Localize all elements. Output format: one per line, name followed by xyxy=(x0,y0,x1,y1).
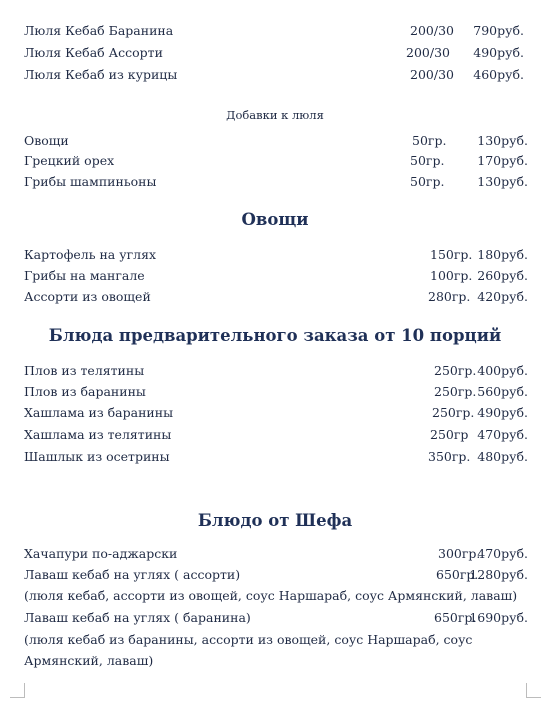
item-weight: 200/30 xyxy=(410,67,454,82)
item-price: 480руб. xyxy=(477,449,528,464)
menu-item-row xyxy=(24,267,528,285)
item-name: Люля Кебаб из курицы xyxy=(24,67,178,82)
item-description: (люля кебаб, ассорти из овощей, соус Наршараб, соус Армянский, лаваш) xyxy=(24,588,518,603)
menu-item-row xyxy=(24,132,528,150)
menu-item-row xyxy=(24,404,528,422)
item-weight: 250гр. xyxy=(432,405,475,420)
menu-item-row xyxy=(24,448,528,466)
item-price: 130руб. xyxy=(477,133,528,148)
item-price: 490руб. xyxy=(473,45,524,60)
item-price: 790руб. xyxy=(473,23,524,38)
item-name: Хашлама из баранины xyxy=(24,405,174,420)
menu-item-row xyxy=(24,22,528,40)
item-weight: 50гр. xyxy=(410,174,445,189)
item-name: Лаваш кебаб на углях ( баранина) xyxy=(24,610,251,625)
item-description: (люля кебаб из баранины, ассорти из овощей, соус Наршараб, соус Армянский, лаваш) xyxy=(24,632,473,668)
menu-item-row xyxy=(24,66,528,84)
item-price: 180руб. xyxy=(477,247,528,262)
item-name: Люля Кебаб Ассорти xyxy=(24,45,163,60)
item-price: 1280руб. xyxy=(469,567,528,582)
item-price: 470руб. xyxy=(477,427,528,442)
item-name: Плов из баранины xyxy=(24,384,146,399)
item-name: Грибы на мангале xyxy=(24,268,145,283)
section-heading: Овощи xyxy=(241,210,309,229)
item-price: 490руб. xyxy=(477,405,528,420)
item-price: 170руб. xyxy=(477,153,528,168)
item-weight: 200/30 xyxy=(406,45,450,60)
item-price: 560руб. xyxy=(477,384,528,399)
item-weight: 650гр. xyxy=(434,610,477,625)
item-weight: 250гр. xyxy=(434,363,477,378)
item-weight: 650гр. xyxy=(436,567,479,582)
menu-item-row xyxy=(24,566,528,584)
item-price: 1690руб. xyxy=(469,610,528,625)
crop-mark-bottom-left xyxy=(10,683,25,698)
section-heading: Блюдо от Шефа xyxy=(197,511,353,530)
crop-mark-bottom-right xyxy=(526,683,541,698)
menu-item-row xyxy=(24,44,528,62)
menu-item-row xyxy=(24,426,528,444)
item-name: Плов из телятины xyxy=(24,363,145,378)
item-name: Грибы шампиньоны xyxy=(24,174,157,189)
section-heading: Блюда предварительного заказа от 10 порций xyxy=(48,326,502,345)
item-weight: 280гр. xyxy=(428,289,471,304)
menu-item-row xyxy=(24,152,528,170)
item-price: 420руб. xyxy=(477,289,528,304)
item-name: Хачапури по-аджарски xyxy=(24,546,178,561)
item-name: Овощи xyxy=(24,133,69,148)
item-weight: 350гр. xyxy=(428,449,471,464)
item-weight: 150гр. xyxy=(430,247,473,262)
item-name: Шашлык из осетрины xyxy=(24,449,170,464)
item-price: 400руб. xyxy=(477,363,528,378)
item-weight: 300гр. xyxy=(438,546,481,561)
item-weight: 250гр. xyxy=(434,384,477,399)
item-weight: 250гр xyxy=(430,427,469,442)
item-name: Ассорти из овощей xyxy=(24,289,151,304)
item-name: Картофель на углях xyxy=(24,247,157,262)
item-price: 470руб. xyxy=(477,546,528,561)
item-price: 260руб. xyxy=(477,268,528,283)
item-weight: 50гр. xyxy=(410,153,445,168)
item-weight: 200/30 xyxy=(410,23,454,38)
item-price: 460руб. xyxy=(473,67,524,82)
item-name: Грецкий орех xyxy=(24,153,115,168)
section-subtitle: Добавки к люля xyxy=(226,108,324,122)
menu-item-row xyxy=(24,383,528,401)
item-name: Хашлама из телятины xyxy=(24,427,172,442)
item-weight: 100гр. xyxy=(430,268,473,283)
item-weight: 50гр. xyxy=(412,133,447,148)
menu-item-row xyxy=(24,362,528,380)
menu-item-row xyxy=(24,609,528,627)
menu-item-row xyxy=(24,545,528,563)
menu-item-row xyxy=(24,288,528,306)
item-name: Люля Кебаб Баранина xyxy=(24,23,174,38)
menu-item-row xyxy=(24,246,528,264)
item-name: Лаваш кебаб на углях ( ассорти) xyxy=(24,567,241,582)
menu-item-row xyxy=(24,173,528,191)
item-price: 130руб. xyxy=(477,174,528,189)
